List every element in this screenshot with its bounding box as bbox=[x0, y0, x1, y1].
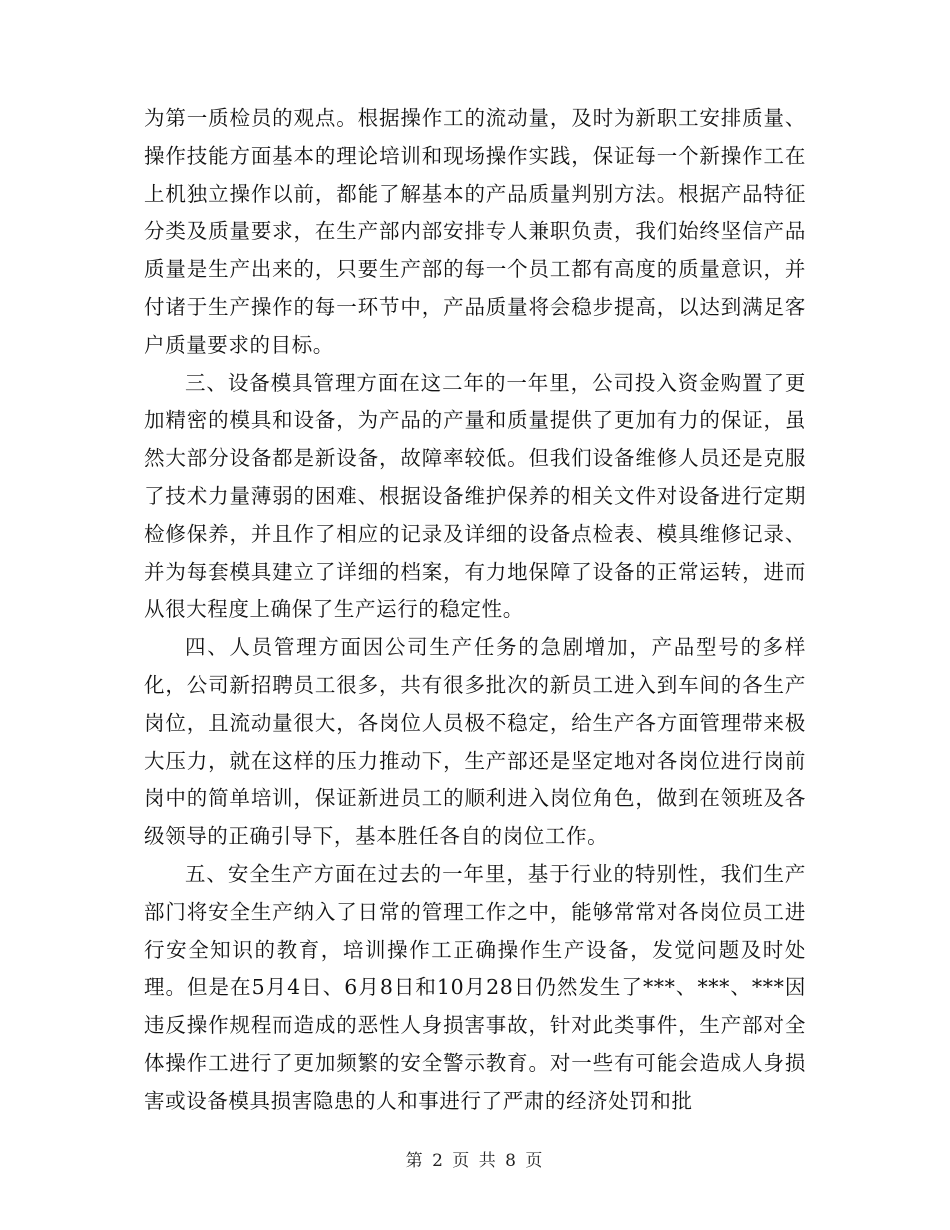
paragraph-safety: 五、安全生产方面在过去的一年里，基于行业的特别性，我们生产部门将安全生产纳入了日常的管理工作之中，能够常常对各岗位员工进行安全知识的教育，培训操作工正确操作生产设备，发觉问题及时处理。但是在5月4日、6月8日和10月28日仍然发生了***、***、***因违反操作规程而造成的恶性人身损害事故，针对此类事件，生产部对全体操作工进行了更加频繁的安全警示教育。对一些有可能会造成人身损害或设备模具损害隐患的人和事进行了严肃的经济处罚和批 bbox=[144, 861, 806, 1113]
document-body bbox=[144, 100, 806, 1121]
paragraph-quality-continued: 为第一质检员的观点。根据操作工的流动量，及时为新职工安排质量、操作技能方面基本的理论培训和现场操作实践，保证每一个新操作工在上机独立操作以前，都能了解基本的产品质量判别方法。根据产品特征分类及质量要求，在生产部内部安排专人兼职负责，我们始终坚信产品质量是生产出来的，只要生产部的每一个员工都有高度的质量意识，并付诸于生产操作的每一环节中，产品质量将会稳步提高，以达到满足客户质量要求的目标。 bbox=[144, 106, 806, 357]
paragraph-equipment-mold: 三、设备模具管理方面在这二年的一年里，公司投入资金购置了更加精密的模具和设备，为产品的产量和质量提供了更加有力的保证，虽然大部分设备都是新设备，故障率较低。但我们设备维修人员还是克服了技术力量薄弱的困难、根据设备维护保养的相关文件对设备进行定期检修保养，并且作了相应的记录及详细的设备点检表、模具维修记录、并为每套模具建立了详细的档案，有力地保障了设备的正常运转，进而从很大程度上确保了生产运行的稳定性。 bbox=[144, 370, 806, 622]
page-footer bbox=[0, 1146, 950, 1171]
page-number-label: 第 2 页 共 8 页 bbox=[405, 1151, 545, 1171]
paragraph-personnel: 四、人员管理方面因公司生产任务的急剧增加，产品型号的多样化，公司新招聘员工很多，共有很多批次的新员工进入到车间的各生产岗位，且流动量很大，各岗位人员极不稳定，给生产各方面管理带来极大压力，就在这样的压力推动下，生产部还是坚定地对各岗位进行岗前岗中的简单培训，保证新进员工的顺利进入岗位角色，做到在领班及各级领导的正确引导下，基本胜任各自的岗位工作。 bbox=[144, 635, 806, 849]
